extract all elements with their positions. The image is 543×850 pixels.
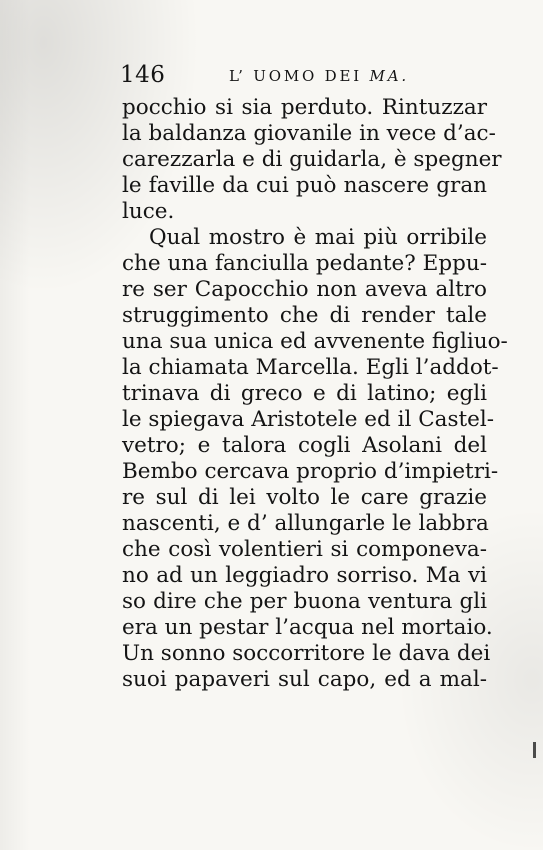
text-line-4: le faville da cui può nascere gran — [122, 173, 487, 198]
text-line-9: struggimento che di render tale — [122, 303, 487, 328]
text-line-20: so dire che per buona ventura gli — [122, 589, 487, 614]
text-line-6: Qual mostro è mai più orribile — [149, 225, 487, 250]
running-title-prefix: L’ UOMO DEI — [229, 67, 370, 85]
text-line-15: Bembo cercava proprio d’impietri- — [122, 459, 499, 484]
text-line-13: le spiegava Aristotele ed il Castel- — [122, 407, 495, 432]
text-line-10: una sua unica ed avvenente figliuo- — [122, 329, 508, 354]
text-line-12: trinava di greco e di latino; egli — [122, 381, 487, 406]
text-line-2: la baldanza giovanile in vece d’ac- — [122, 121, 496, 146]
running-title — [229, 67, 409, 85]
text-line-1: pocchio si sia perduto. Rintuzzar — [122, 95, 487, 120]
text-line-21: era un pestar l’acqua nel mortaio. — [122, 615, 493, 640]
text-line-18: che così volentieri si componeva- — [122, 537, 487, 562]
page-number: 146 — [120, 62, 166, 88]
text-line-19: no ad un leggiadro sorriso. Ma vi — [122, 563, 487, 588]
text-line-7: che una fanciulla pedante? Eppu- — [122, 251, 487, 276]
text-line-8: re ser Capocchio non aveva altro — [122, 277, 487, 302]
text-line-22: Un sonno soccorritore le dava dei — [122, 641, 491, 666]
text-line-23: suoi papaveri sul capo, ed a mal- — [122, 667, 487, 692]
text-line-16: re sul di lei volto le care grazie — [122, 485, 487, 510]
text-line-14: vetro; e talora cogli Asolani del — [122, 433, 487, 458]
page-header — [120, 62, 410, 92]
text-line-17: nascenti, e d’ allungarle le labbra — [122, 511, 489, 536]
body-text — [122, 95, 508, 715]
text-line-11: la chiamata Marcella. Egli l’addot- — [122, 355, 499, 380]
text-line-5: luce. — [122, 199, 175, 224]
page-edge-mark — [533, 742, 536, 758]
running-title-italic: MA. — [369, 67, 409, 85]
text-line-3: carezzarla e di guidarla, è spegner — [122, 147, 502, 172]
